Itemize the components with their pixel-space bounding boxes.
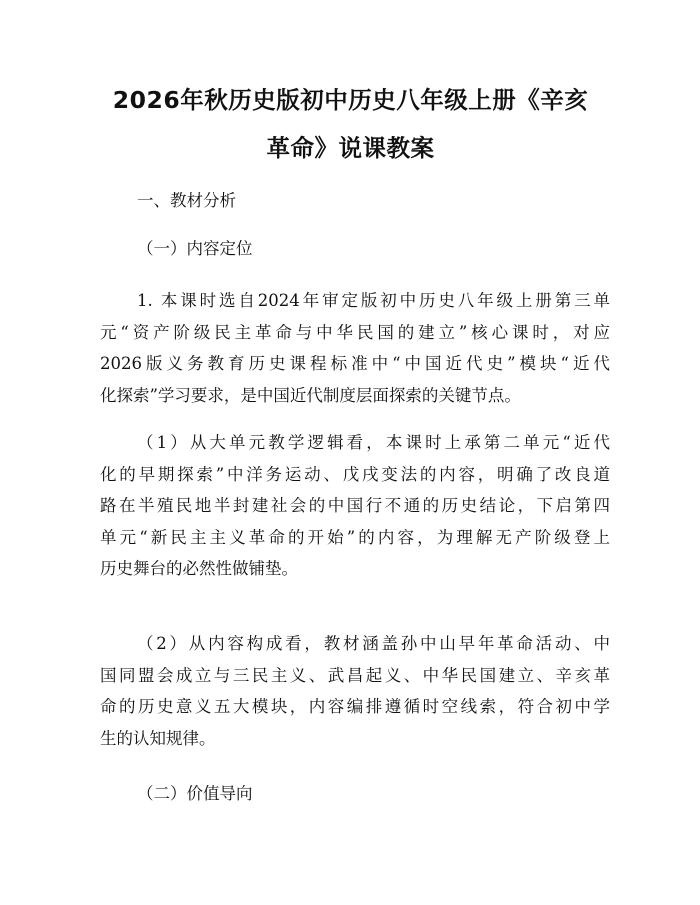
paragraph-line: 路在半殖民地半封建社会的中国行不通的历史结论，下启第四 xyxy=(100,496,610,515)
paragraph-line: 1. 本课时选自2024年审定版初中历史八年级上册第三单 xyxy=(137,291,610,310)
document-title-line-2: 革命》说课教案 xyxy=(266,134,435,162)
paragraph-line: 单元“新民主主义革命的开始”的内容，为理解无产阶级登上 xyxy=(100,527,610,547)
paragraph-line: 化的早期探索”中洋务运动、戊戌变法的内容，明确了改良道 xyxy=(100,464,610,484)
paragraph-line: 2026版义务教育历史课程标准中“中国近代史”模块“近代 xyxy=(100,354,610,373)
paragraph-course-positioning xyxy=(100,285,610,411)
paragraph-line: 化探索”学习要求，是中国近代制度层面探索的关键节点。 xyxy=(100,385,521,405)
paragraph-line: 生的认知规律。 xyxy=(100,728,216,748)
paragraph-line: 历史舞台的必然性做铺垫。 xyxy=(100,559,298,578)
paragraph-line: 命的历史意义五大模块，内容编排遵循时空线索，符合初中学 xyxy=(100,697,610,716)
paragraph-line: （1）从大单元教学逻辑看，本课时上承第二单元“近代 xyxy=(137,433,610,452)
section-heading-textbook-analysis: 一、教材分析 xyxy=(137,191,236,210)
paragraph-line: 元“资产阶级民主革命与中华民国的建立”核心课时，对应 xyxy=(100,322,610,342)
paragraph-content-structure xyxy=(100,628,610,754)
paragraph-line: 国同盟会成立与三民主义、武昌起义、中华民国建立、辛亥革 xyxy=(100,665,610,685)
subsection-heading-value-orientation: （二）价值导向 xyxy=(137,784,253,803)
paragraph-line: （2）从内容构成看，教材涵盖孙中山早年革命活动、中 xyxy=(137,634,610,653)
paragraph-unit-teaching-logic xyxy=(100,427,610,585)
document-title-line-1: 2026年秋历史版初中历史八年级上册《辛亥 xyxy=(112,86,589,114)
subsection-heading-content-positioning: （一）内容定位 xyxy=(137,239,253,258)
